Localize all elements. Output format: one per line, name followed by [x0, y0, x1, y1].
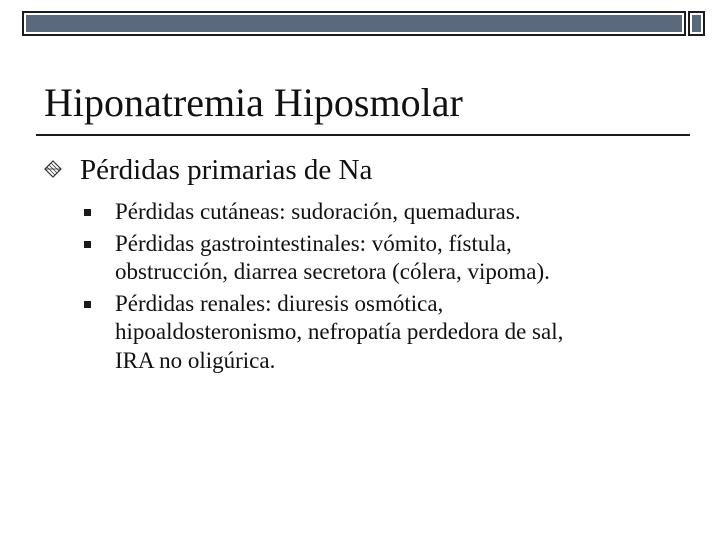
sub-bullet-item	[82, 230, 702, 287]
sub-bullet-item	[82, 198, 702, 227]
main-bullet-text: Pérdidas primarias de Na	[80, 154, 373, 186]
sub-bullet-line: Pérdidas cutáneas: sudoración, quemaduras.	[115, 199, 521, 224]
sub-bullet-line: Pérdidas renales: diuresis osmótica,	[115, 290, 444, 316]
square-bullet-icon	[84, 209, 91, 216]
header-decor-box	[688, 11, 705, 36]
square-bullet-icon	[84, 301, 91, 308]
title-underline	[36, 134, 690, 136]
sub-bullet-list	[82, 198, 702, 378]
header-decor-box-fill	[692, 15, 701, 32]
header-decor-bar-fill	[26, 15, 682, 32]
diamond-bullet-icon	[44, 160, 62, 178]
sub-bullet-item	[82, 290, 702, 376]
sub-bullet-line: IRA no oligúrica.	[115, 347, 276, 373]
slide-title: Hiponatremia Hiposmolar	[44, 80, 463, 125]
sub-bullet-line: obstrucción, diarrea secretora (cólera, vipoma).	[115, 259, 550, 284]
sub-bullet-line: Pérdidas gastrointestinales: vómito, fístula,	[115, 230, 512, 256]
square-bullet-icon	[84, 241, 91, 248]
sub-bullet-line: hipoaldosteronismo, nefropatía perdedora de sal,	[115, 319, 564, 344]
header-decor-bar	[22, 11, 686, 36]
